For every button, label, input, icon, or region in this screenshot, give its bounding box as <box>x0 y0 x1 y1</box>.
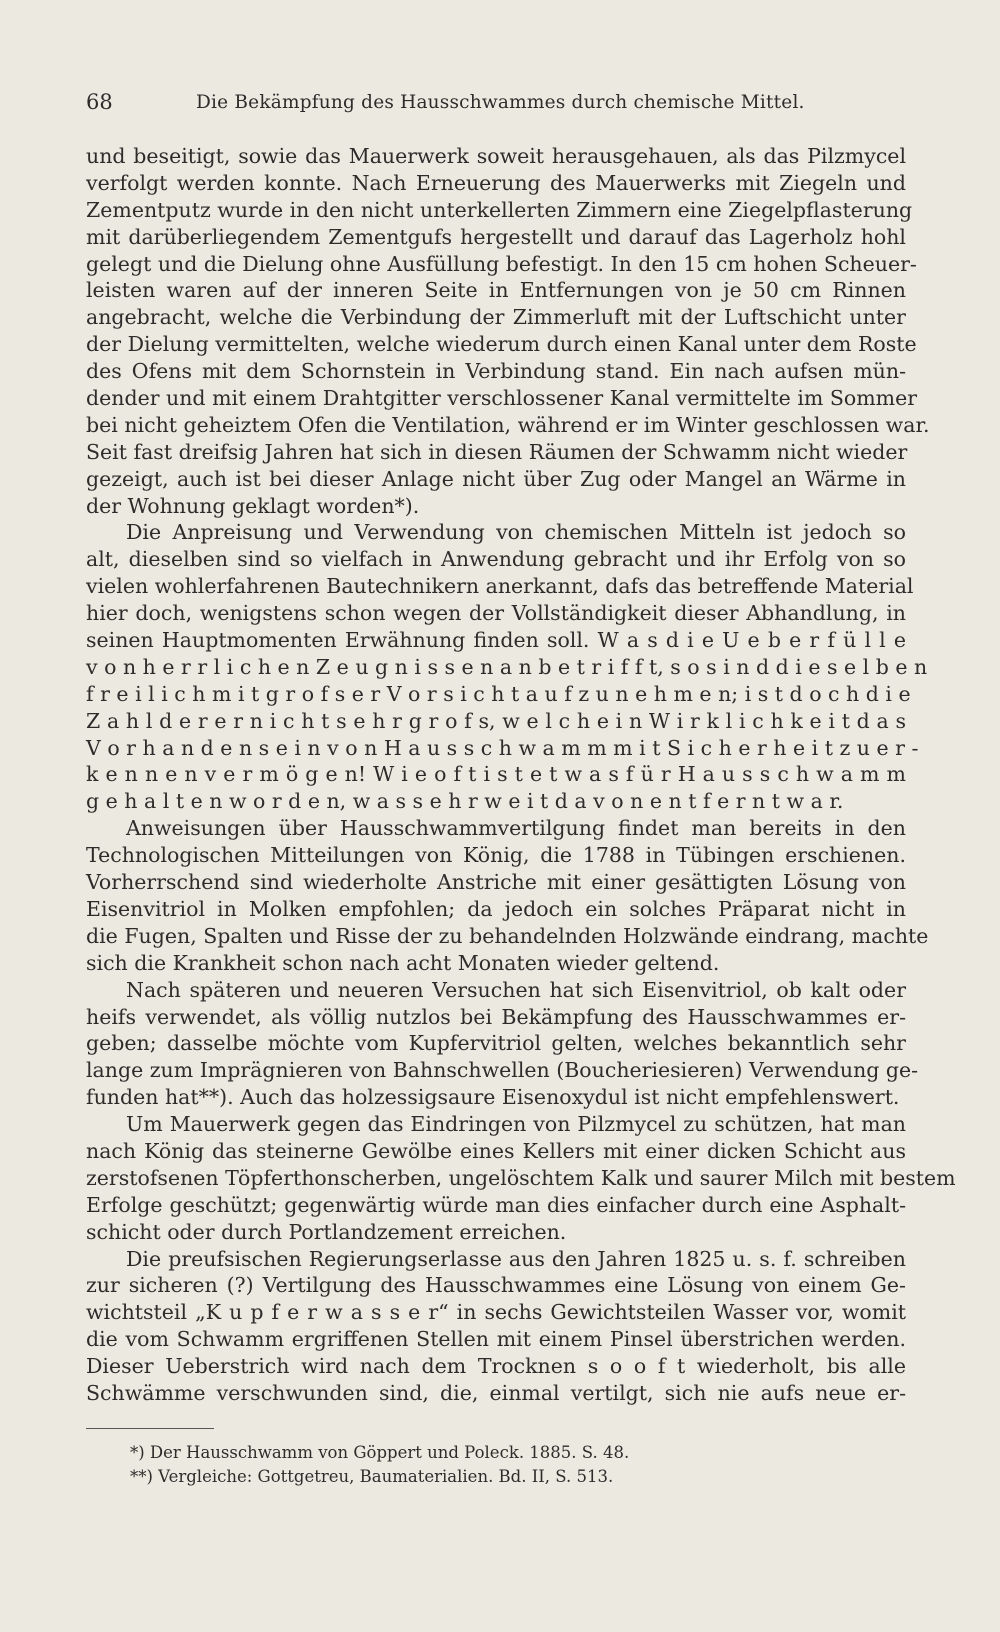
text-line: Die Anpreisung und Verwendung von chemischen Mitteln ist jedoch so <box>126 520 906 545</box>
text-line: die vom Schwamm ergriffenen Stellen mit einem Pinsel überstrichen werden. <box>86 1327 906 1352</box>
text-line: Zementputz wurde in den nicht unterkellerten Zimmern eine Ziegelpflasterung <box>86 197 913 222</box>
text-line: leisten waren auf der inneren Seite in Entfernungen von je 50 cm Rinnen <box>86 278 906 303</box>
text-line: der Wohnung geklagt worden*). <box>86 493 420 518</box>
body-text <box>86 143 956 1407</box>
text-line: Vorherrschend sind wiederholte Anstriche mit einer gesättigten Lösung von <box>86 870 906 895</box>
text-line: hier doch, wenigstens schon wegen der Vollständigkeit dieser Abhandlung, in <box>86 601 906 626</box>
footnotes <box>130 1441 750 1489</box>
text-line: Seit fast dreifsig Jahren hat sich in diesen Räumen der Schwamm nicht wieder <box>86 439 908 464</box>
text-line: k e n n e n v e r m ö g e n! W i e o f t i s t e t w a s f ü r H a u s s c h w a m m <box>86 762 906 787</box>
text-line: Um Mauerwerk gegen das Eindringen von Pilzmycel zu schützen, hat man <box>126 1112 906 1137</box>
text-line: nach König das steinerne Gewölbe eines Kellers mit einer dicken Schicht aus <box>86 1138 906 1163</box>
text-line: zur sicheren (?) Vertilgung des Hausschwammes eine Lösung von einem Ge- <box>86 1273 906 1298</box>
text-line: Eisenvitriol in Molken empfohlen; da jedoch ein solches Präparat nicht in <box>86 896 906 921</box>
text-line: Anweisungen über Hausschwammvertilgung findet man bereits in den <box>126 816 906 841</box>
text-line: des Ofens mit dem Schornstein in Verbindung stand. Ein nach aufsen mün- <box>86 359 906 384</box>
text-line: Dieser Ueberstrich wird nach dem Trocknen s o o f t wiederholt, bis alle <box>86 1354 906 1379</box>
text-line: Erfolge geschützt; gegenwärtig würde man dies einfacher durch eine Asphalt- <box>86 1192 906 1217</box>
text-line: die Fugen, Spalten und Risse der zu behandelnden Holzwände eindrang, machte <box>86 923 929 948</box>
text-line: alt, dieselben sind so vielfach in Anwendung gebracht und ihr Erfolg von so <box>86 547 906 572</box>
text-line: schicht oder durch Portlandzement erreichen. <box>86 1219 567 1244</box>
page-header <box>86 90 916 120</box>
text-line: geben; dasselbe möchte vom Kupfervitriol gelten, welches bekanntlich sehr <box>86 1031 906 1056</box>
text-line: gezeigt, auch ist bei dieser Anlage nicht über Zug oder Mangel an Wärme in <box>86 466 906 491</box>
footnote: **) Vergleiche: Gottgetreu, Baumaterialien. Bd. II, S. 513. <box>130 1467 614 1486</box>
text-line: dender und mit einem Drahtgitter verschlossener Kanal vermittelte im Sommer <box>86 386 918 411</box>
text-line: vielen wohlerfahrenen Bautechnikern anerkannt, dafs das betreffende Material <box>86 574 914 599</box>
footnote-divider <box>86 1428 214 1429</box>
text-line: Schwämme verschwunden sind, die, einmal vertilgt, sich nie aufs neue er- <box>86 1380 906 1405</box>
running-title: Die Bekämpfung des Hausschwammes durch chemische Mittel. <box>196 92 805 113</box>
text-line: sich die Krankheit schon nach acht Monaten wieder geltend. <box>86 950 720 975</box>
text-line: zerstofsenen Töpferthonscherben, ungelöschtem Kalk und saurer Milch mit bestem <box>86 1165 956 1190</box>
text-line: bei nicht geheiztem Ofen die Ventilation, während er im Winter geschlossen war. <box>86 412 930 437</box>
text-line: Z a h l d e r e r n i c h t s e h r g r o f s, w e l c h e i n W i r k l i c h k e i t d a s <box>86 708 906 733</box>
text-line: lange zum Imprägnieren von Bahnschwellen (Boucheriesieren) Verwendung ge- <box>86 1058 919 1083</box>
text-line: Die preufsischen Regierungserlasse aus den Jahren 1825 u. s. f. schreiben <box>126 1246 906 1271</box>
text-line: v o n h e r r l i c h e n Z e u g n i s s e n a n b e t r i f f t, s o s i n d d i e s e l b e n <box>86 654 928 679</box>
text-line: und beseitigt, sowie das Mauerwerk soweit herausgehauen, als das Pilzmycel <box>86 144 906 168</box>
text-line: heifs verwendet, als völlig nutzlos bei Bekämpfung des Hausschwammes er- <box>86 1004 906 1029</box>
text-line: angebracht, welche die Verbindung der Zimmerluft mit der Luftschicht unter <box>86 305 906 330</box>
text-line: V o r h a n d e n s e i n v o n H a u s s c h w a m m m i t S i c h e r h e i t z u e r - <box>86 735 919 760</box>
text-line: seinen Hauptmomenten Erwähnung finden soll. W a s d i e U e b e r f ü l l e <box>86 628 906 653</box>
page-number: 68 <box>86 90 113 114</box>
text-line: gelegt und die Dielung ohne Ausfüllung befestigt. In den 15 cm hohen Scheuer- <box>86 251 917 276</box>
text-line: funden hat**). Auch das holzessigsaure Eisenoxydul ist nicht empfehlenswert. <box>86 1085 900 1110</box>
text-line: wichtsteil „K u p f e r w a s s e r“ in sechs Gewichtsteilen Wasser vor, womit <box>86 1300 906 1325</box>
text-line: Technologischen Mitteilungen von König, die 1788 in Tübingen erschienen. <box>86 843 906 868</box>
footnote: *) Der Hausschwamm von Göppert und Poleck. 1885. S. 48. <box>130 1443 630 1462</box>
text-line: f r e i l i c h m i t g r o f s e r V o r s i c h t a u f z u n e h m e n; i s t d o c h d i e <box>86 681 911 706</box>
text-line: verfolgt werden konnte. Nach Erneuerung des Mauerwerks mit Ziegeln und <box>86 170 906 195</box>
text-line: der Dielung vermittelten, welche wiederum durch einen Kanal unter dem Roste <box>86 332 917 357</box>
text-line: g e h a l t e n w o r d e n, w a s s e h r w e i t d a v o n e n t f e r n t w a r. <box>86 789 844 814</box>
text-line: mit darüberliegendem Zementgufs hergestellt und darauf das Lagerholz hohl <box>86 224 906 249</box>
text-line: Nach späteren und neueren Versuchen hat sich Eisenvitriol, ob kalt oder <box>126 977 906 1002</box>
